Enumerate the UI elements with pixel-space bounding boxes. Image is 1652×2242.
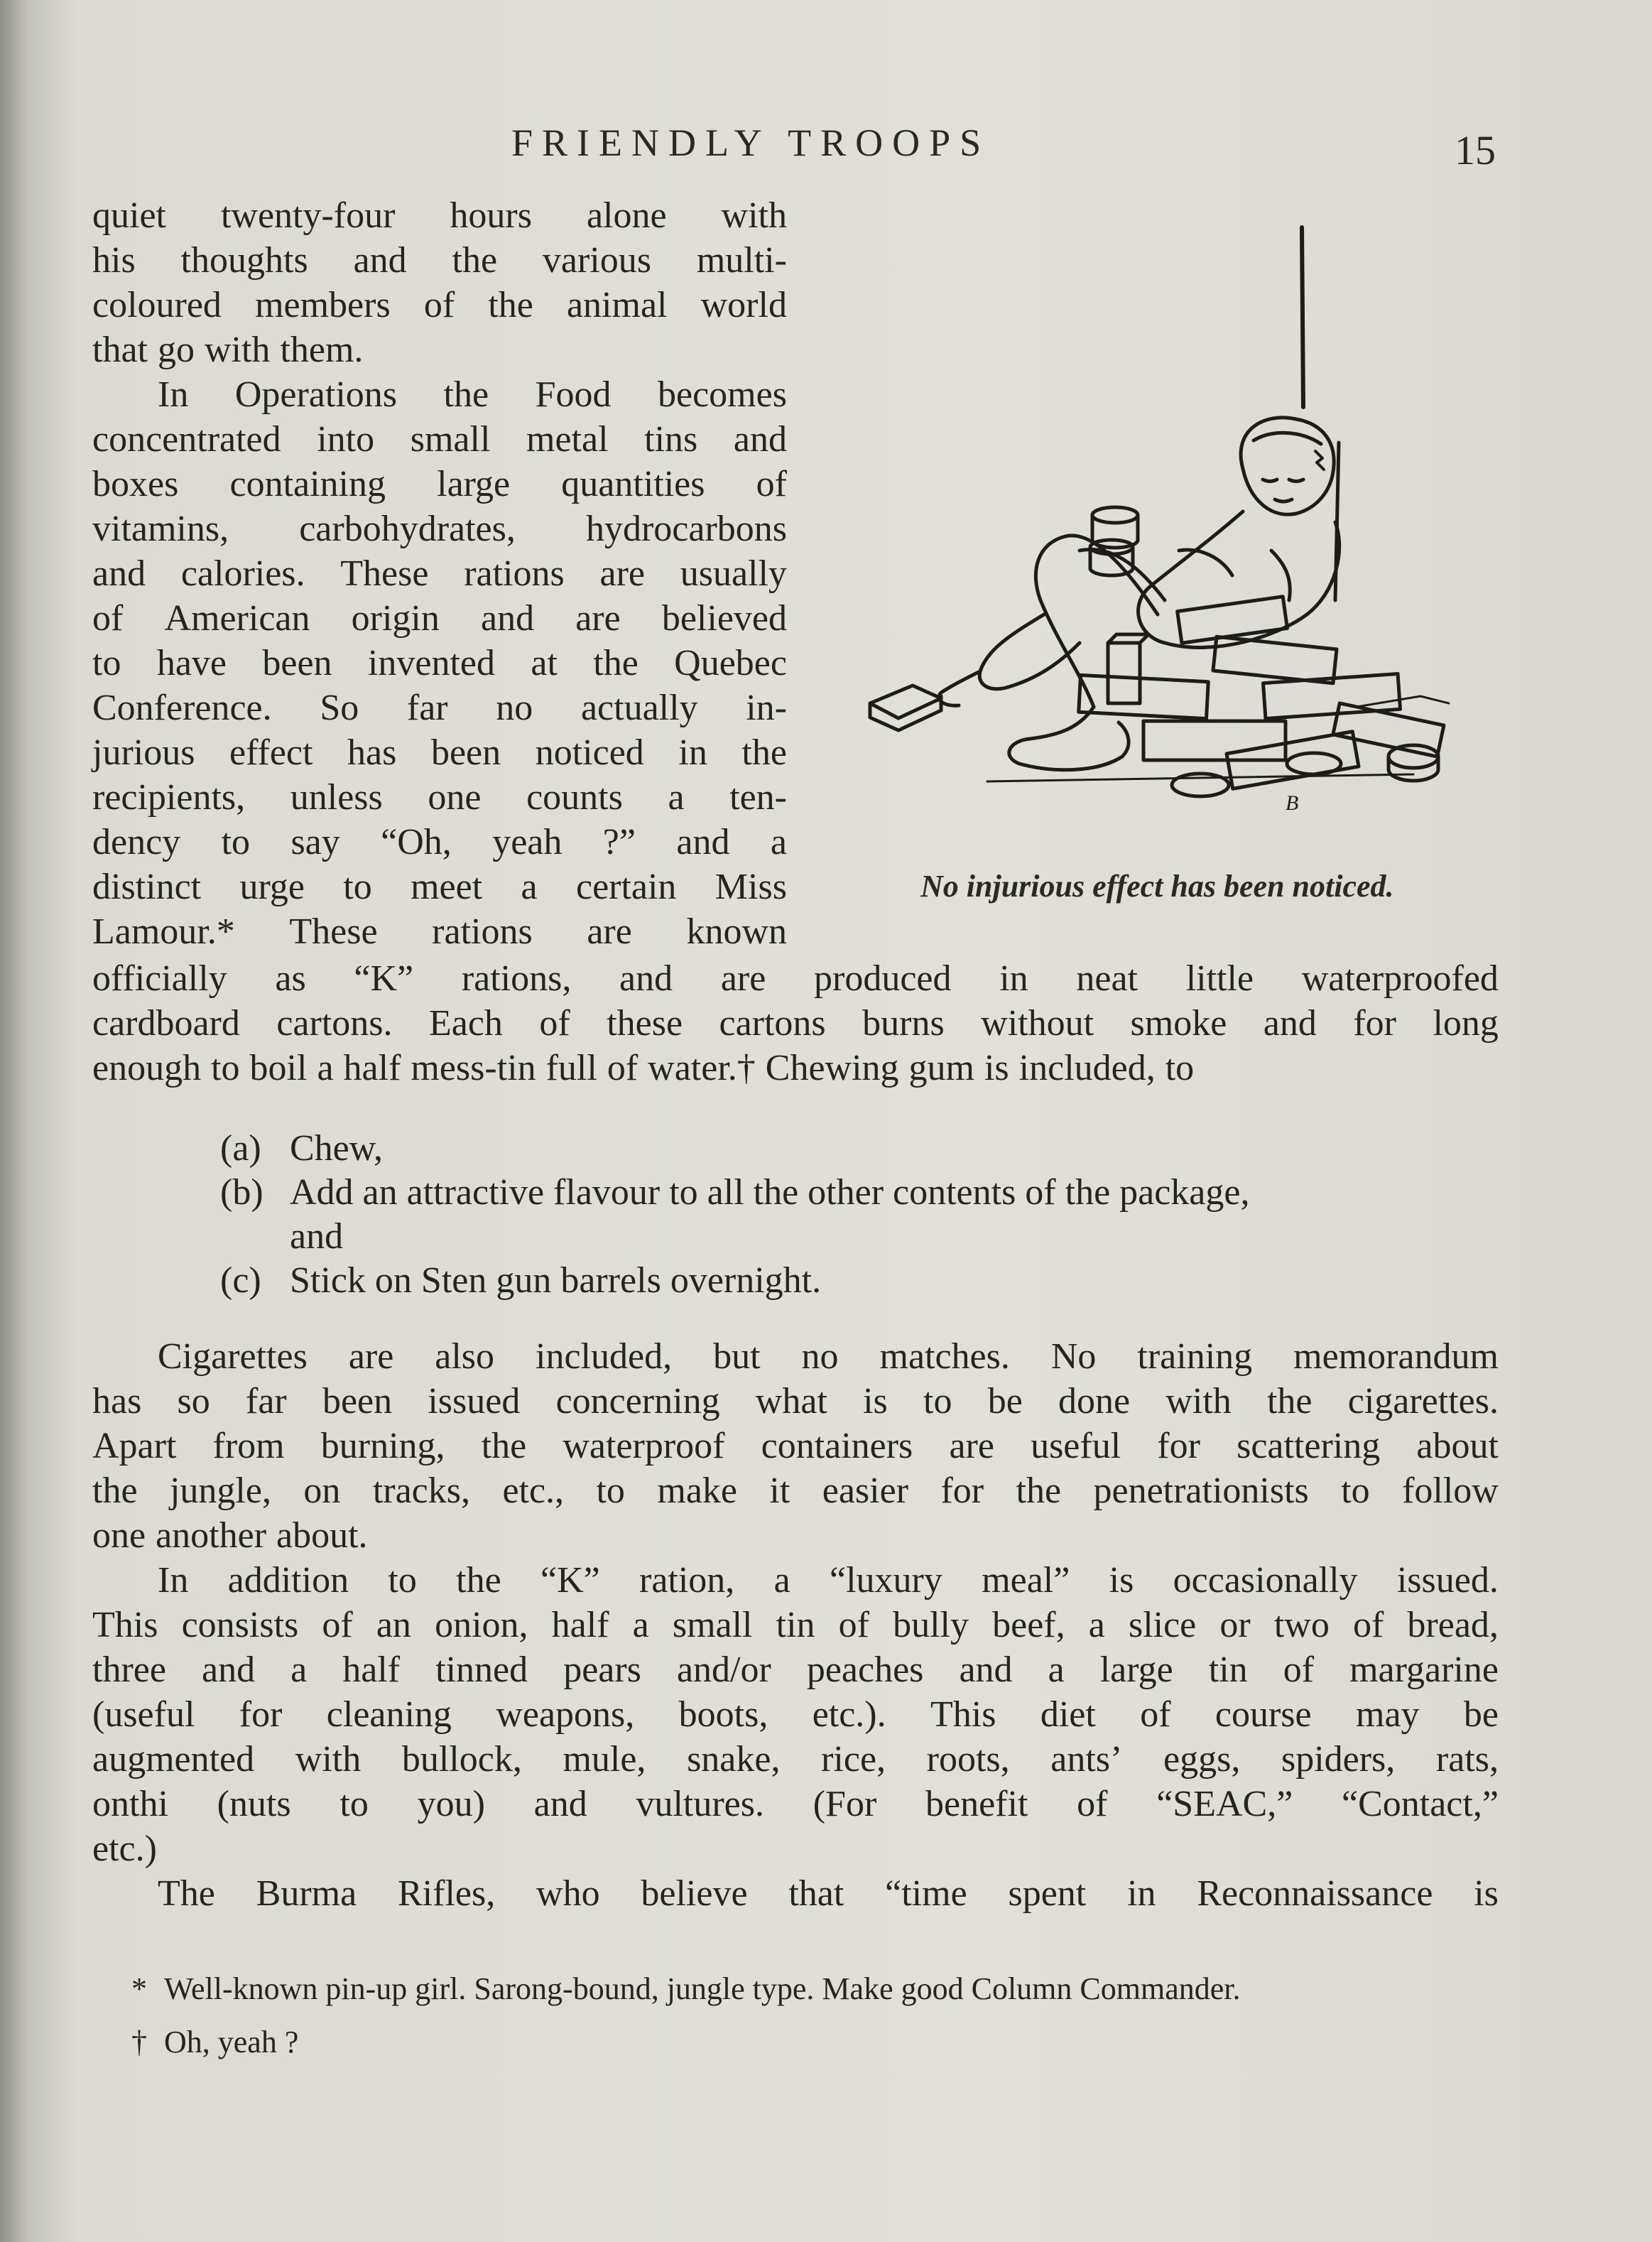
footnote [131, 2015, 1241, 2069]
text-line: to have been invented at the Quebec [92, 643, 787, 683]
text-line: officially as “K” rations, and are produced in neat little waterproofed [92, 958, 1499, 999]
text-line: The Burma Rifles, who believe that “time spent in Reconnaissance is [158, 1873, 1499, 1914]
text-line: dency to say “Oh, yeah ?” and a [92, 822, 787, 862]
bottom-text [92, 1334, 1499, 1916]
text-line: boxes containing large quantities of [92, 464, 787, 504]
text-line: that go with them. [92, 330, 364, 370]
artist-signature: B [1286, 791, 1299, 815]
text-line: vitamins, carbohydrates, hydrocarbons [92, 509, 787, 549]
text-line: his thoughts and the various multi- [92, 240, 787, 281]
text-line: In addition to the “K” ration, a “luxury meal” is occasionally issued. [158, 1560, 1499, 1601]
text-line: quiet twenty-four hours alone with [92, 195, 787, 236]
text-line: cardboard cartons. Each of these cartons burns without smoke and for long [92, 1003, 1499, 1044]
text-line: This consists of an onion, half a small tin of bully beef, a slice or two of bread, [92, 1605, 1499, 1645]
text-line: Apart from burning, the waterproof containers are useful for scattering about [92, 1426, 1499, 1466]
list-text: Chew, [290, 1128, 383, 1169]
text-line: Cigarettes are also included, but no matches. No training memorandum [158, 1336, 1499, 1377]
text-line: one another about. [92, 1515, 368, 1556]
list-item [220, 1127, 1499, 1171]
text-line: etc.) [92, 1829, 157, 1869]
list-item [220, 1171, 1499, 1215]
list-text: Stick on Sten gun barrels overnight. [290, 1260, 822, 1301]
text-line: three and a half tinned pears and/or peaches and a large tin of margarine [92, 1650, 1499, 1690]
text-line: Lamour.* These rations are known [92, 911, 787, 952]
list-item [220, 1259, 1499, 1303]
text-line: enough to boil a half mess-tin full of water.† Chewing gum is included, to [92, 1048, 1195, 1088]
list-marker: (b) [220, 1172, 263, 1213]
text-line: and calories. These rations are usually [92, 553, 787, 594]
text-line: the jungle, on tracks, etc., to make it easier for the penetrationists to follow [92, 1471, 1499, 1511]
footnote-symbol: † [131, 2025, 147, 2059]
footnote-symbol: * [131, 1971, 147, 2006]
list-item-continuation [220, 1215, 1499, 1259]
text-line: (useful for cleaning weapons, boots, etc.). This diet of course may be [92, 1694, 1499, 1735]
text-line: augmented with bullock, mule, snake, rice, roots, ants’ eggs, spiders, rats, [92, 1739, 1499, 1780]
footnote-text: Oh, yeah ? [164, 2025, 299, 2059]
text-line: of American origin and are believed [92, 598, 787, 639]
sleeping-soldier-illustration [845, 217, 1470, 828]
text-line: jurious effect has been noticed in the [92, 732, 787, 773]
full-width-text [92, 956, 1499, 1090]
list-marker: (a) [220, 1128, 261, 1169]
footnote-text: Well-known pin-up girl. Sarong-bound, jungle type. Make good Column Commander. [164, 1971, 1241, 2006]
text-line: coloured members of the animal world [92, 285, 787, 325]
illustration-caption: No injurious effect has been noticed. [920, 869, 1394, 904]
list-text: and [290, 1216, 344, 1257]
footnotes [131, 1962, 1241, 2069]
list-marker: (c) [220, 1260, 261, 1301]
text-line: In Operations the Food becomes [158, 374, 787, 415]
text-line: recipients, unless one counts a ten- [92, 777, 787, 818]
text-line: concentrated into small metal tins and [92, 419, 787, 460]
text-line: has so far been issued concerning what is to be done with the cigarettes. [92, 1381, 1499, 1421]
uses-list [220, 1127, 1499, 1303]
list-text: Add an attractive flavour to all the other contents of the package, [290, 1172, 1250, 1213]
running-title: FRIENDLY TROOPS [511, 121, 991, 164]
text-line: distinct urge to meet a certain Miss [92, 867, 787, 907]
text-line: onthi (nuts to you) and vultures. (For benefit of “SEAC,” “Contact,” [92, 1784, 1499, 1824]
top-text-column [92, 193, 787, 954]
footnote [131, 1962, 1241, 2015]
page-number: 15 [1455, 127, 1496, 173]
text-line: Conference. So far no actually in- [92, 688, 787, 728]
